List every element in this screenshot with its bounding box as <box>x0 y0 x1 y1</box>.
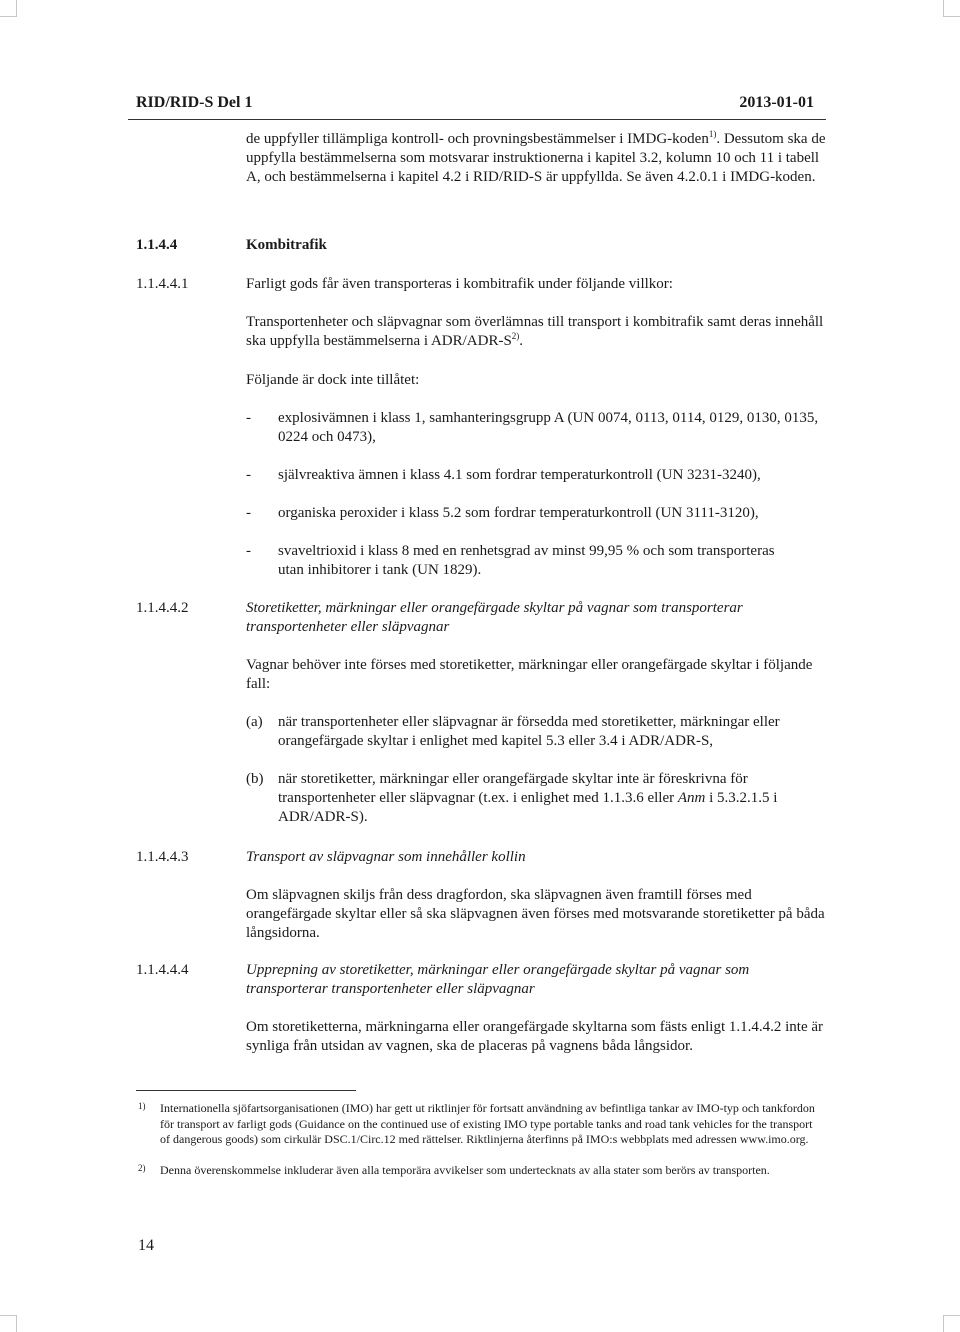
footnote-text: Internationella sjöfartsorganisationen (IMO) har gett ut riktlinjer för fortsatt användning av befintliga tankar av IMO-typ och tankfordon för transport av farligt gods (Guidance on the continued use of existing IMO type portable tanks and road tank vehicles for the transport of dangerous goods) som cirkulär DSC.1/Circ.12 med rättelser. Riktlinjerna återfinns på IMO:s webbplats med adressen www.imo.org. <box>160 1101 815 1146</box>
list-dash: - <box>246 410 251 426</box>
list-label: (a) <box>246 714 263 730</box>
header-title: RID/RID-S Del 1 <box>136 94 253 111</box>
subsection-title-3: Transport av släpvagnar som innehåller kollin <box>246 849 526 865</box>
list-dash: - <box>246 505 251 521</box>
subsection-number-1: 1.1.4.4.1 <box>136 276 189 292</box>
paragraph: Följande är dock inte tillåtet: <box>246 372 420 388</box>
footnote-text: Denna överenskommelse inkluderar även alla temporära avvikelser som undertecknats av alla stater som berörs av transporten. <box>160 1163 770 1177</box>
list-label: (b) <box>246 771 264 787</box>
subsection-title-4: Upprepning av storetiketter, märkningar eller orangefärgade skyltar på vagnar som transporterar transportenheter eller släpvagnar <box>246 962 750 997</box>
list-item: svaveltrioxid i klass 8 med en renhetsgrad av minst 99,95 % och som transporteras utan inhibitorer i tank (UN 1829). <box>278 543 775 578</box>
section-title: Kombitrafik <box>246 237 327 253</box>
subsection-title-2: Storetiketter, märkningar eller orangefärgade skyltar på vagnar som transporterar transportenheter eller släpvagnar <box>246 600 743 635</box>
crop-mark-top-right <box>943 0 960 17</box>
list-item: organiska peroxider i klass 5.2 som fordrar temperaturkontroll (UN 3111-3120), <box>278 505 759 521</box>
crop-mark-bottom-left <box>0 1315 17 1332</box>
crop-mark-top-left <box>0 0 17 17</box>
header-date: 2013-01-01 <box>739 94 814 111</box>
list-item: självreaktiva ämnen i klass 4.1 som fordrar temperaturkontroll (UN 3231-3240), <box>278 467 761 483</box>
paragraph: Om släpvagnen skiljs från dess dragfordon, ska släpvagnen även framtill förses med orangefärgade skyltar eller så ska släpvagnen även förses med motsvarande storetiketter på båda långsidorna. <box>246 887 825 941</box>
page-number: 14 <box>138 1237 154 1254</box>
crop-mark-bottom-right <box>943 1315 960 1332</box>
paragraph: Om storetiketterna, märkningarna eller orangefärgade skyltarna som fästs enligt 1.1.4.4.2 inte är synliga från utsidan av vagnen, ska de placeras på vagnens båda långsidor. <box>246 1019 824 1054</box>
list-item: när storetiketter, märkningar eller orangefärgade skyltar inte är föreskrivna för transportenheter eller släpvagnar (t.ex. i enlighet med 1.1.3.6 eller Anm i 5.3.2.1.5 i ADR/ADR-S). <box>278 771 778 825</box>
footnote-ref[interactable]: 2) <box>511 331 520 341</box>
header-rule <box>128 119 826 120</box>
section-number: 1.1.4.4 <box>136 237 178 253</box>
subsection-number-3: 1.1.4.4.3 <box>136 849 189 865</box>
subsection-lead-1: Farligt gods får även transporteras i kombitrafik under följande villkor: <box>246 276 673 292</box>
list-item: explosivämnen i klass 1, samhanteringsgrupp A (UN 0074, 0113, 0114, 0129, 0130, 0135, 0224 och 0473), <box>278 410 819 445</box>
subsection-number-2: 1.1.4.4.2 <box>136 600 189 616</box>
footnote-rule <box>136 1090 356 1091</box>
footnote-ref[interactable]: 1) <box>708 129 717 139</box>
subsection-number-4: 1.1.4.4.4 <box>136 962 189 978</box>
list-item: när transportenheter eller släpvagnar är försedda med storetiketter, märkningar eller orangefärgade skyltar i enlighet med kapitel 5.3 eller 3.4 i ADR/ADR-S, <box>278 714 780 749</box>
paragraph: Transportenheter och släpvagnar som överlämnas till transport i kombitrafik samt deras innehåll ska uppfylla bestämmelserna i ADR/$ADR-S^{2)}$. <box>246 314 824 349</box>
list-dash: - <box>246 467 251 483</box>
intro-paragraph: de uppfyller tillämpliga kontroll- och provningsbestämmelser i IMDG-koden$^{1)}$. Dessutom ska de uppfylla bestämmelserna som motsvarar instruktionerna i kapitel 3.2, kolumn 10 och 11 i tabell A, och bestämmelserna i kapitel 4.2 i RID/RID-S är uppfyllda. Se även 4.2.0.1 i IMDG-koden. <box>246 129 826 185</box>
footnote-mark: 2) <box>138 1163 146 1173</box>
paragraph: Vagnar behöver inte förses med storetiketter, märkningar eller orangefärgade skyltar i följande fall: <box>246 657 813 692</box>
footnote-mark: 1) <box>138 1101 146 1111</box>
list-dash: - <box>246 543 251 559</box>
